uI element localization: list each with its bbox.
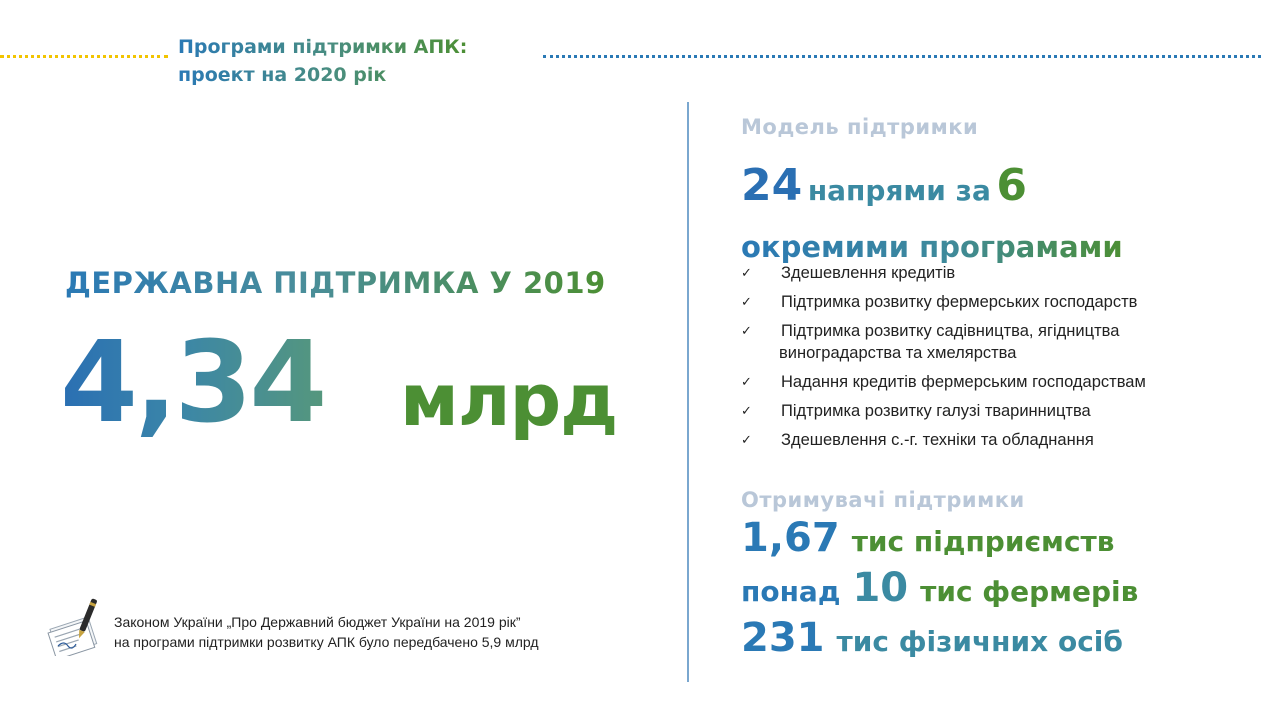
program-label: Підтримка розвитку галузі тваринництва [781, 402, 1091, 420]
header-dotted-line-left [0, 55, 168, 58]
program-label-continued: виноградарства та хмелярства [779, 344, 1017, 362]
directions-count: 24 [741, 160, 803, 211]
list-item [741, 320, 1146, 364]
vertical-divider [687, 102, 689, 682]
recipient-text: тис підприємств [851, 525, 1115, 558]
program-label: Здешевлення с.-г. техніки та обладнання [781, 431, 1094, 449]
directions-summary [741, 160, 1123, 278]
recipient-prefix: понад [741, 575, 841, 608]
programs-text: окремими програмами [741, 230, 1123, 264]
list-item [741, 429, 1146, 451]
header-dotted-line-right [543, 55, 1261, 58]
program-label: Підтримка розвитку садівництва, ягідництва [781, 322, 1120, 340]
recipient-number: 231 [741, 615, 825, 661]
check-icon: ✓ [741, 265, 752, 280]
document-pen-icon [44, 596, 104, 656]
check-icon: ✓ [741, 374, 752, 389]
check-icon: ✓ [741, 294, 752, 309]
state-support-heading: ДЕРЖАВНА ПІДТРИМКА У 2019 [65, 266, 606, 300]
support-amount: 4,34 [60, 318, 325, 448]
support-model-label: Модель підтримки [741, 115, 979, 139]
recipient-text: тис фермерів [920, 575, 1139, 608]
directions-row [741, 160, 1123, 221]
recipient-text: тис фізичних осіб [836, 625, 1123, 658]
slide-title-line1: Програми підтримки АПК: [178, 36, 468, 58]
recipient-number: 10 [852, 565, 909, 611]
recipients-list [741, 515, 1138, 665]
list-item [741, 291, 1146, 313]
list-item [741, 371, 1146, 393]
budget-law-footnote [114, 612, 539, 652]
recipient-row [741, 615, 1138, 665]
check-icon: ✓ [741, 432, 752, 447]
support-amount-unit: млрд [400, 358, 618, 442]
program-label: Здешевлення кредитів [781, 264, 956, 282]
program-label: Підтримка розвитку фермерських господарств [781, 293, 1138, 311]
directions-text: напрями за [807, 174, 991, 207]
support-programs-list [741, 262, 1146, 458]
program-label: Надання кредитів фермерським господарствам [781, 373, 1146, 391]
support-recipients-label: Отримувачі підтримки [741, 488, 1025, 512]
check-icon: ✓ [741, 323, 752, 338]
slide-title [178, 33, 467, 89]
list-item [741, 400, 1146, 422]
recipient-row [741, 515, 1138, 565]
list-item [741, 262, 1146, 284]
footnote-line2: на програми підтримки розвитку АПК було передбачено 5,9 млрд [114, 634, 539, 650]
check-icon: ✓ [741, 403, 752, 418]
recipient-number: 1,67 [741, 515, 840, 561]
slide-title-line2: проект на 2020 рік [178, 64, 387, 86]
recipient-row [741, 565, 1138, 615]
footnote-line1: Законом України „Про Державний бюджет України на 2019 рік” [114, 614, 521, 630]
programs-count: 6 [996, 160, 1028, 211]
